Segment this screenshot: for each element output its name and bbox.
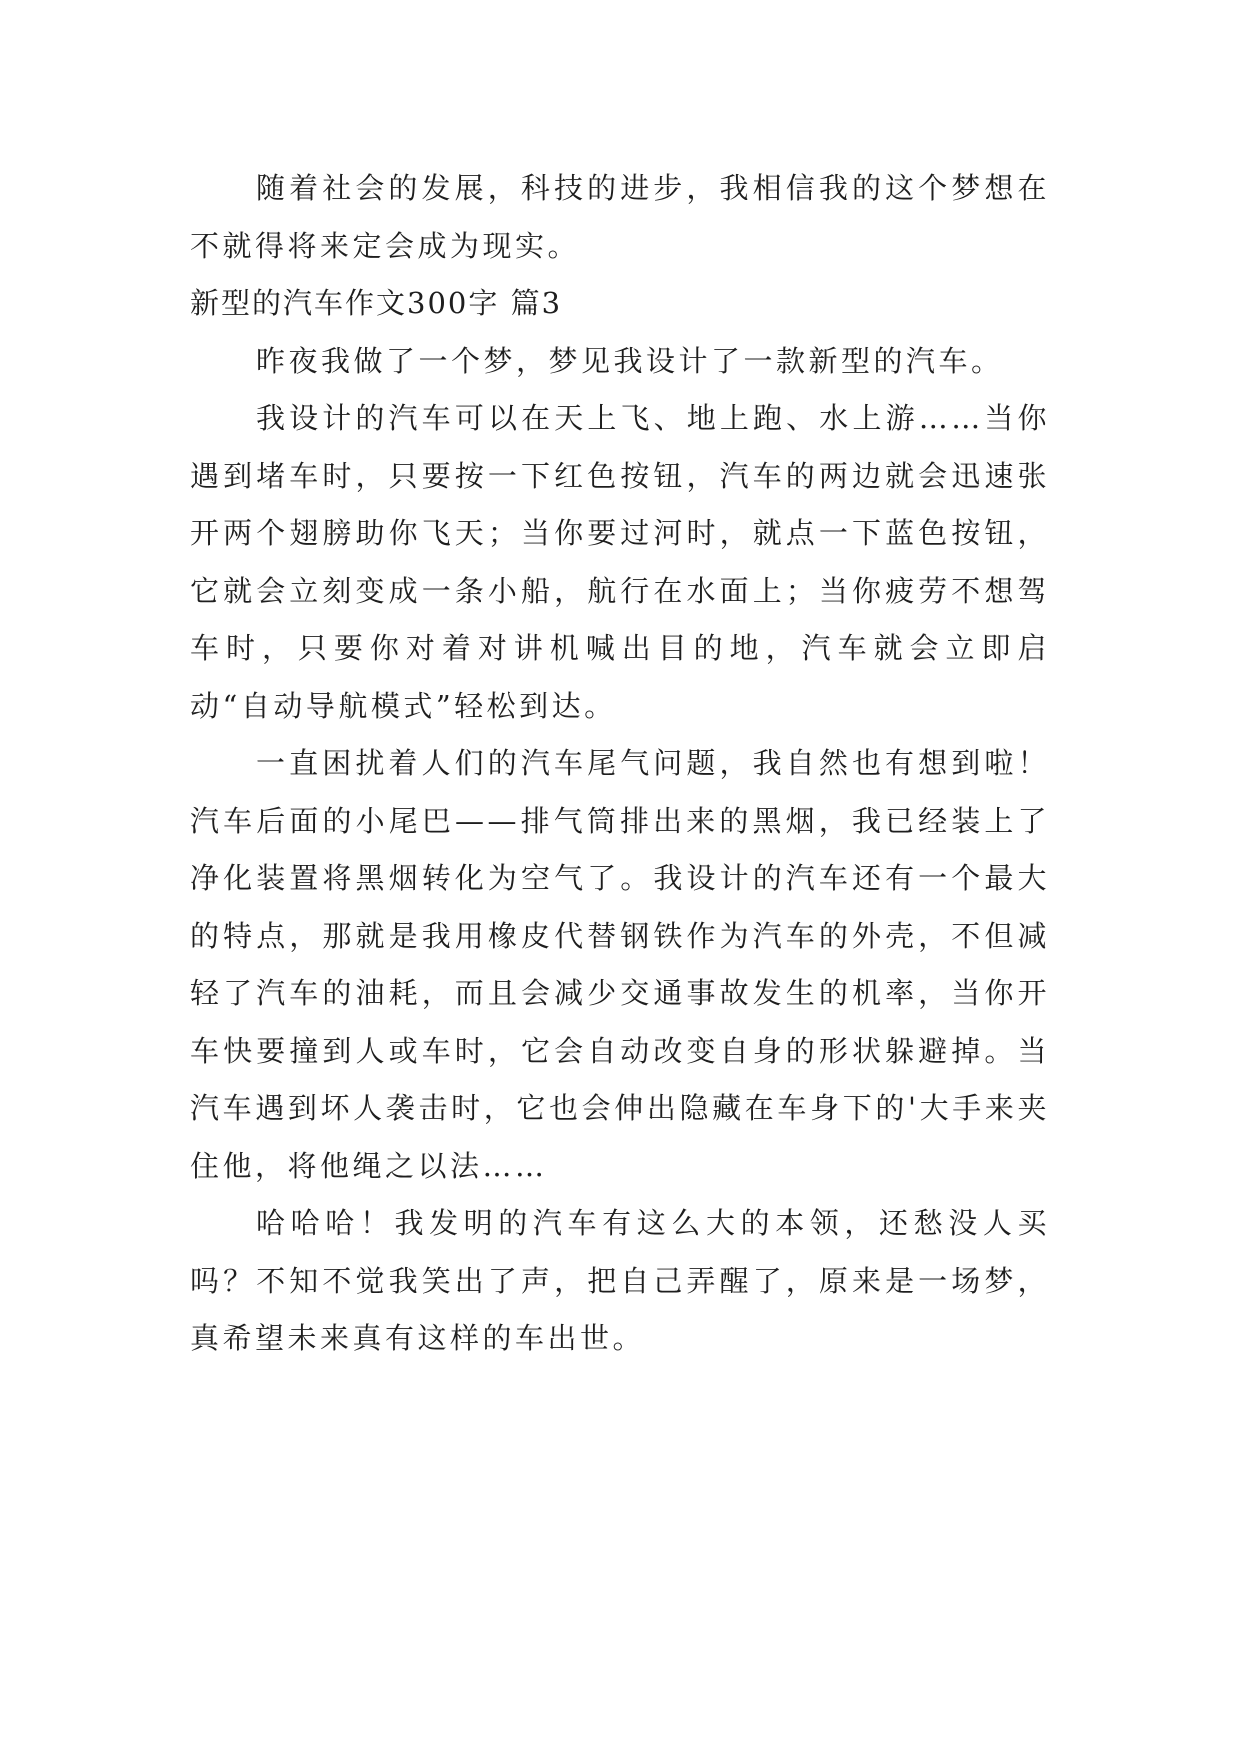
paragraph-1: 昨夜我做了一个梦，梦见我设计了一款新型的汽车。 (256, 343, 1004, 378)
section-heading: 新型的汽车作文300字 篇3 (190, 286, 563, 320)
paragraph-2: 我设计的汽车可以在天上飞、地上跑、水上游……当你遇到堵车时，只要按一下红色按钮，汽车的两边就会迅速张开两个翅膀助你飞天；当你要过河时，就点一下蓝色按钮，它就会立刻变成一条小船，航行在水面上；当你疲劳不想驾车时，只要你对着对讲机喊出目的地，汽车就会立即启动“自动导航模式”轻松到达。 (190, 401, 1050, 723)
paragraph-4: 哈哈哈！我发明的汽车有这么大的本领，还愁没人买吗？不知不觉我笑出了声，把自己弄醒了，原来是一场梦，真希望未来真有这样的车出世。 (190, 1206, 1050, 1355)
paragraph-intro: 随着社会的发展，科技的进步，我相信我的这个梦想在不就得将来定会成为现实。 (190, 171, 1050, 263)
paragraph-3: 一直困扰着人们的汽车尾气问题，我自然也有想到啦！汽车后面的小尾巴——排气筒排出来的黑烟，我已经装上了净化装置将黑烟转化为空气了。我设计的汽车还有一个最大的特点，那就是我用橡皮代替钢铁作为汽车的外壳，不但减轻了汽车的油耗，而且会减少交通事故发生的机率，当你开车快要撞到人或车时，它会自动改变自身的形状躲避掉。当汽车遇到坏人袭击时，它也会伸出隐藏在车身下的'大手来夹住他，将他绳之以法…… (190, 746, 1050, 1183)
document-body (190, 160, 1050, 1368)
